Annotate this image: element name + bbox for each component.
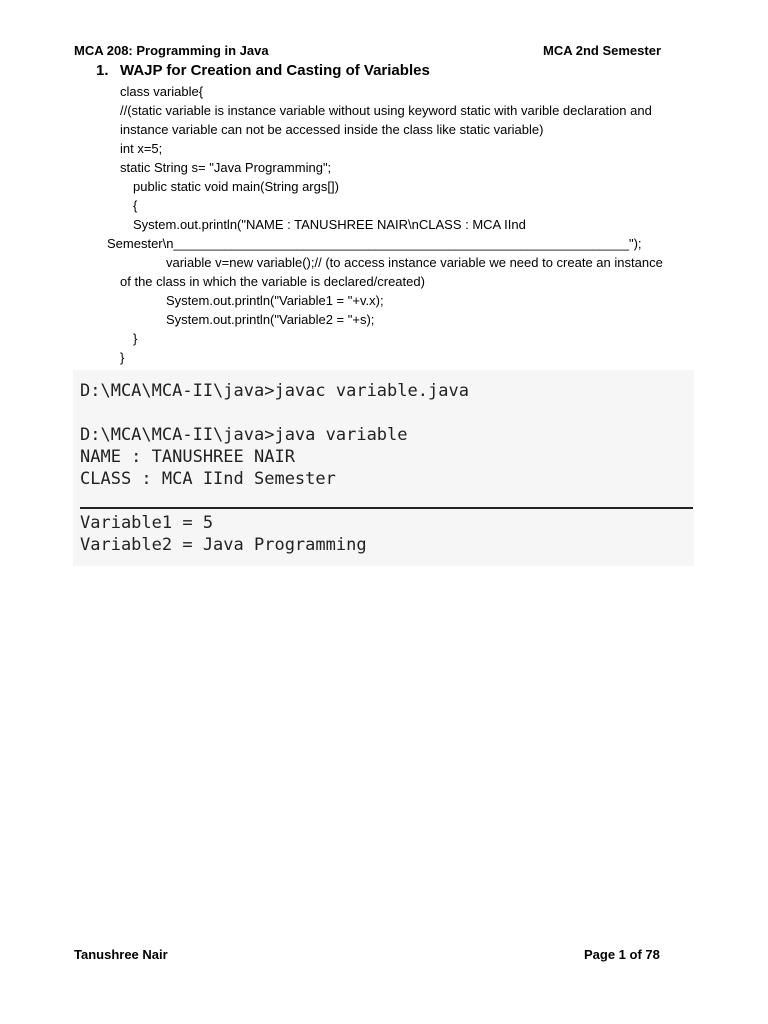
footer-author: Tanushree Nair: [74, 947, 168, 962]
code-line: static String s= "Java Programming";: [120, 160, 332, 175]
console-output-name: NAME : TANUSHREE NAIR: [80, 447, 295, 467]
console-output-variable2: Variable2 = Java Programming: [80, 535, 367, 555]
header-semester: MCA 2nd Semester: [543, 43, 661, 58]
section-title: WAJP for Creation and Casting of Variables: [120, 62, 430, 79]
code-line: }: [120, 350, 125, 365]
code-listing: [107, 82, 720, 367]
code-line: class variable{: [120, 84, 204, 99]
code-line: Semester\n_______________________________________________________________");: [107, 236, 642, 251]
code-line: of the class in which the variable is declared/created): [120, 274, 425, 289]
code-line: {: [133, 198, 138, 213]
section-heading: [96, 61, 430, 80]
code-line: public static void main(String args[]): [133, 179, 339, 194]
header-course: MCA 208: Programming in Java: [74, 43, 269, 58]
code-line: variable v=new variable();// (to access instance variable we need to create an instance: [166, 255, 663, 270]
code-line: //(static variable is instance variable without using keyword static with varible declaration and: [120, 103, 652, 118]
code-line: }: [133, 331, 138, 346]
console-compile-command: D:\MCA\MCA-II\java>javac variable.java: [80, 381, 469, 401]
console-output-variable1: Variable1 = 5: [80, 513, 214, 533]
code-line: int x=5;: [120, 141, 163, 156]
code-line: instance variable can not be accessed inside the class like static variable): [120, 122, 544, 137]
console-output-class: CLASS : MCA IInd Semester: [80, 469, 336, 489]
footer-page-number: Page 1 of 78: [584, 947, 660, 962]
console-underline-rule: [80, 507, 693, 509]
console-output: [73, 370, 694, 566]
console-run-command: D:\MCA\MCA-II\java>java variable: [80, 425, 408, 445]
code-line: System.out.println("NAME : TANUSHREE NAIR\nCLASS : MCA IInd: [133, 217, 526, 232]
code-line: System.out.println("Variable2 = "+s);: [166, 312, 375, 327]
section-number: 1.: [96, 62, 109, 79]
code-line: System.out.println("Variable1 = "+v.x);: [166, 293, 384, 308]
